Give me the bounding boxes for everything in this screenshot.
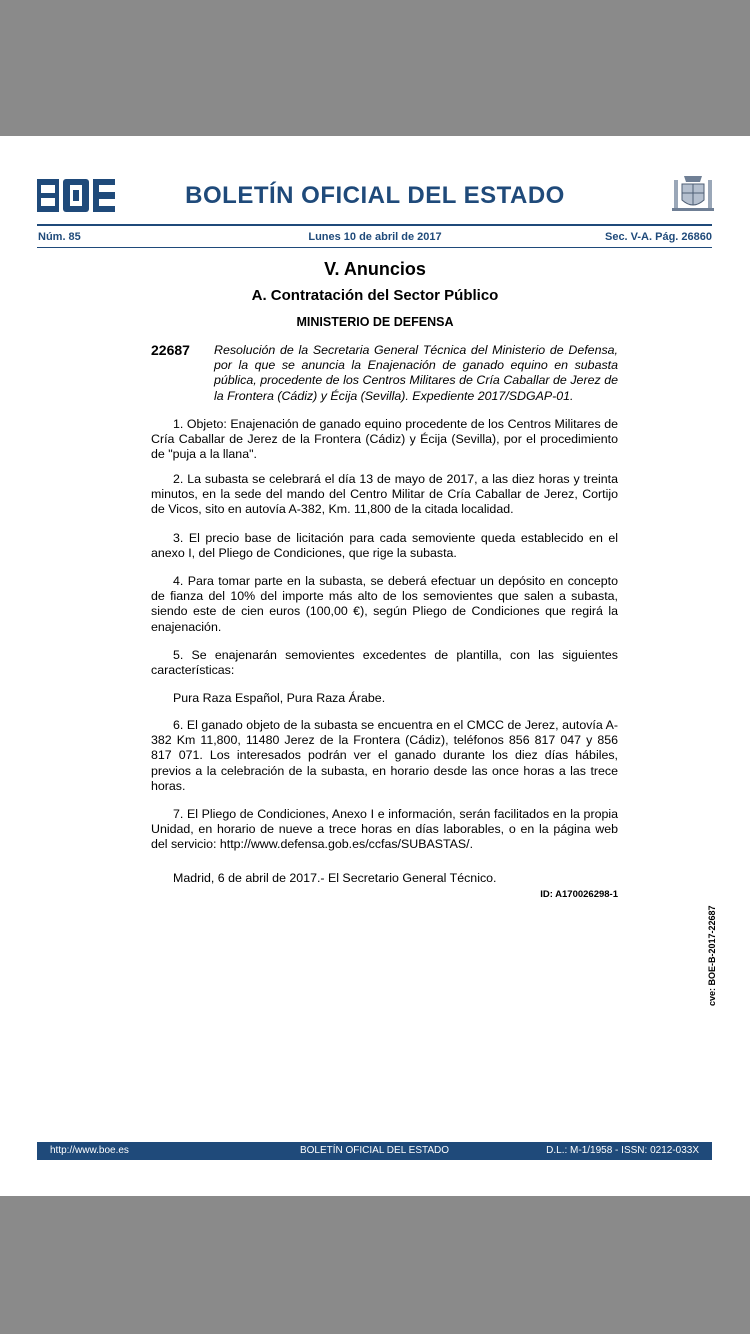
section-page: Sec. V-A. Pág. 26860 xyxy=(604,231,712,243)
section-title: V. Anuncios xyxy=(324,259,426,279)
resolution-summary: Resolución de la Secretaria General Técnica del Ministerio de Defensa, por la que se anuncia la Enajenación de ganado equino en subasta pública, procedente de los Centros Militares de Cría Caballar de Jerez de la Frontera (Cádiz) y Écija (Sevilla). Expediente 2017/SDGAP-01. xyxy=(214,343,618,403)
paragraph-7: 7. El Pliego de Condiciones, Anexo I e información, serán facilitados en la propia Unidad, en horario de nueve a trece horas en días laborables, o en la página web del servicio: http://www.defensa.gob.es/ccfas/SUBASTAS/. xyxy=(151,807,618,852)
issue-number: Núm. 85 xyxy=(38,231,81,243)
footer-name: BOLETÍN OFICIAL DEL ESTADO xyxy=(299,1145,450,1156)
ministry-name: MINISTERIO DE DEFENSA xyxy=(296,315,454,329)
section-subtitle: A. Contratación del Sector Público xyxy=(251,287,499,304)
issue-date: Lunes 10 de abril de 2017 xyxy=(308,231,442,243)
paragraph-3: 3. El precio base de licitación para cada semoviente queda establecido en el anexo I, del Pliego de Condiciones, que rige la subasta. xyxy=(151,531,618,561)
announcement-number: 22687 xyxy=(151,342,190,358)
footer-legal: D.L.: M-1/1958 - ISSN: 0212-033X xyxy=(546,1145,699,1156)
header-rule-bottom xyxy=(37,247,712,248)
paragraph-5: 5. Se enajenarán semovientes excedentes de plantilla, con las siguientes características: xyxy=(151,648,618,678)
footer-url[interactable]: http://www.boe.es xyxy=(50,1145,129,1156)
cve-code: cve: BOE-B-2017-22687 xyxy=(707,905,717,1006)
breed-list: Pura Raza Español, Pura Raza Árabe. xyxy=(173,691,386,705)
spain-coat-of-arms-icon xyxy=(672,172,714,214)
signature-line: Madrid, 6 de abril de 2017.- El Secretario General Técnico. xyxy=(173,871,497,885)
footer-bar xyxy=(37,1142,712,1160)
paragraph-2: 2. La subasta se celebrará el día 13 de mayo de 2017, a las diez horas y treinta minutos, en la sede del mando del Centro Militar de Cría Caballar de Jerez, Cortijo de Vicos, sito en autovía A-382, Km. 11,800 de la citada localidad. xyxy=(151,472,618,517)
paragraph-4: 4. Para tomar parte en la subasta, se deberá efectuar un depósito en concepto de fianza del 10% del importe más alto de los semovientes que salen a subasta, siendo este de cien euros (100,00 €), según Pliego de Condiciones que regirá la enajenación. xyxy=(151,574,618,634)
bulletin-title: BOLETÍN OFICIAL DEL ESTADO xyxy=(185,182,565,209)
document-page xyxy=(0,136,750,1196)
paragraph-6: 6. El ganado objeto de la subasta se encuentra en el CMCC de Jerez, autovía A-382 Km 11,800, 11480 Jerez de la Frontera (Cádiz), teléfonos 856 817 047 y 856 817 071. Los interesados podrán ver el ganado durante los diez días hábiles, previos a la celebración de la subasta, en horario desde las once horas a las trece horas. xyxy=(151,718,618,793)
document-id: ID: A170026298-1 xyxy=(540,889,618,900)
paragraph-1: 1. Objeto: Enajenación de ganado equino procedente de los Centros Militares de Cría Caballar de Jerez de la Frontera (Cádiz) y Écija (Sevilla), por el procedimiento de "puja a la llana". xyxy=(151,417,618,462)
header-rule-top xyxy=(37,224,712,226)
